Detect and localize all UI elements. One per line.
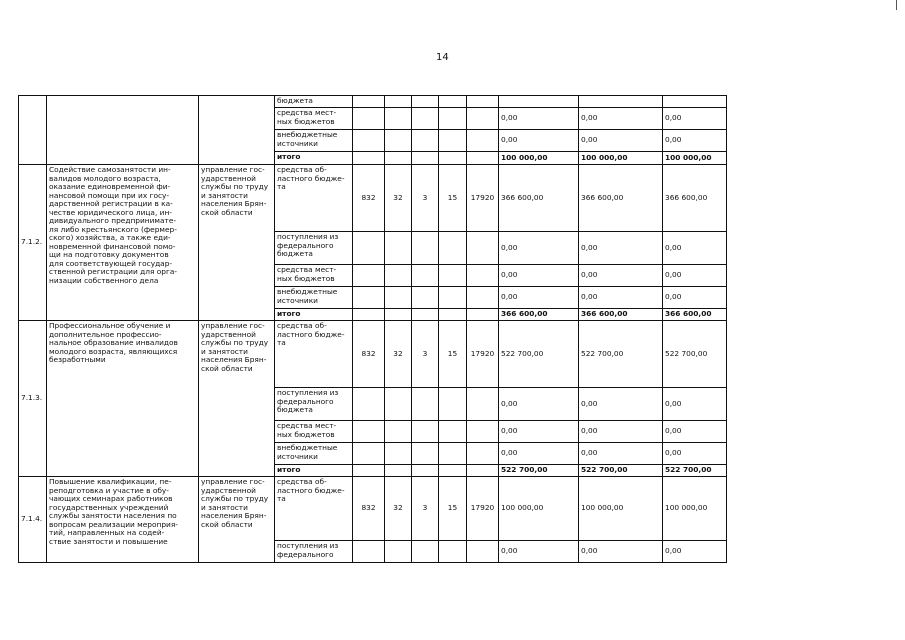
budget-code-cell: [385, 265, 412, 287]
amount-cell: 100 000,00: [663, 477, 727, 541]
source-of-funds-cell: средства мест- ных бюджетов: [275, 265, 353, 287]
budget-code-cell: [439, 287, 467, 309]
budget-code-cell: [353, 152, 385, 165]
budget-code-cell: [385, 96, 412, 108]
budget-code-cell: 32: [385, 165, 412, 232]
budget-code-cell: [439, 108, 467, 130]
amount-cell: 522 700,00: [499, 465, 579, 477]
amount-cell: 522 700,00: [499, 321, 579, 388]
budget-code-cell: [353, 265, 385, 287]
measure-index-cell: 7.1.3.: [19, 321, 47, 477]
budget-code-cell: 17920: [467, 321, 499, 388]
amount-cell: 366 600,00: [579, 165, 663, 232]
budget-code-cell: [412, 108, 439, 130]
amount-cell: 0,00: [499, 265, 579, 287]
amount-cell: 0,00: [579, 130, 663, 152]
amount-cell: 100 000,00: [499, 152, 579, 165]
budget-code-cell: [385, 465, 412, 477]
table-row: [19, 165, 727, 232]
amount-cell: 100 000,00: [499, 477, 579, 541]
amount-cell: 100 000,00: [663, 152, 727, 165]
budget-code-cell: [353, 388, 385, 421]
amount-cell: 0,00: [579, 232, 663, 265]
budget-code-cell: [412, 309, 439, 321]
budget-code-cell: [412, 96, 439, 108]
budget-table: [18, 95, 727, 563]
amount-cell: 100 000,00: [579, 152, 663, 165]
amount-cell: 366 600,00: [499, 309, 579, 321]
amount-cell: 0,00: [579, 388, 663, 421]
source-of-funds-cell: бюджета: [275, 96, 353, 108]
budget-code-cell: [353, 232, 385, 265]
measure-description-cell: Профессиональное обучение и дополнительное профессио- нальное образование инвалидов молодого возраста, являющихся безработными: [47, 321, 199, 477]
budget-code-cell: [439, 443, 467, 465]
budget-code-cell: [467, 265, 499, 287]
budget-code-cell: 15: [439, 321, 467, 388]
budget-code-cell: [439, 541, 467, 563]
budget-code-cell: 832: [353, 477, 385, 541]
budget-code-cell: [439, 421, 467, 443]
budget-code-cell: [467, 443, 499, 465]
amount-cell: 522 700,00: [663, 465, 727, 477]
budget-code-cell: [412, 421, 439, 443]
amount-cell: 0,00: [663, 388, 727, 421]
budget-code-cell: [439, 388, 467, 421]
budget-code-cell: 832: [353, 165, 385, 232]
measure-index-cell: 7.1.4.: [19, 477, 47, 563]
budget-code-cell: [467, 96, 499, 108]
budget-code-cell: [353, 465, 385, 477]
amount-cell: 0,00: [579, 443, 663, 465]
budget-code-cell: [385, 130, 412, 152]
source-of-funds-cell: поступления из федерального бюджета: [275, 232, 353, 265]
budget-code-cell: [467, 232, 499, 265]
source-of-funds-cell: поступления из федерального бюджета: [275, 388, 353, 421]
table-row: [19, 321, 727, 388]
scan-edge-mark: [896, 0, 897, 10]
budget-code-cell: [353, 96, 385, 108]
amount-cell: 0,00: [663, 265, 727, 287]
source-of-funds-cell: внебюджетные источники: [275, 287, 353, 309]
budget-code-cell: [439, 96, 467, 108]
source-of-funds-cell: средства об- ластного бюдже- та: [275, 165, 353, 232]
budget-table-body: [19, 96, 727, 563]
budget-code-cell: [439, 232, 467, 265]
amount-cell: 0,00: [499, 388, 579, 421]
budget-code-cell: 32: [385, 477, 412, 541]
budget-code-cell: [385, 309, 412, 321]
amount-cell: 0,00: [499, 130, 579, 152]
budget-code-cell: [353, 287, 385, 309]
amount-cell: 0,00: [499, 541, 579, 563]
budget-code-cell: [467, 541, 499, 563]
amount-cell: 0,00: [579, 421, 663, 443]
amount-cell: 0,00: [579, 265, 663, 287]
amount-cell: 0,00: [579, 287, 663, 309]
amount-cell: 522 700,00: [663, 321, 727, 388]
source-of-funds-cell: средства об- ластного бюдже- та: [275, 321, 353, 388]
budget-code-cell: [467, 108, 499, 130]
amount-cell: 0,00: [499, 287, 579, 309]
budget-code-cell: [412, 130, 439, 152]
amount-cell: 0,00: [579, 108, 663, 130]
amount-cell: 0,00: [663, 232, 727, 265]
source-of-funds-cell: средства об- ластного бюдже- та: [275, 477, 353, 541]
budget-code-cell: [385, 421, 412, 443]
budget-code-cell: [385, 541, 412, 563]
amount-cell: 0,00: [499, 443, 579, 465]
budget-code-cell: [467, 388, 499, 421]
budget-code-cell: 15: [439, 165, 467, 232]
measure-description-cell: Повышение квалификации, пе- реподготовка и участие в обу- чающих семинарах работников государственных учреждений службы занятости населения по вопросам реализации мероприя- тий, направленных на содей- ствие занятости и повышение: [47, 477, 199, 563]
amount-cell: 366 600,00: [579, 309, 663, 321]
budget-code-cell: [353, 309, 385, 321]
amount-cell: 0,00: [663, 287, 727, 309]
source-of-funds-cell: поступления из федерального: [275, 541, 353, 563]
budget-code-cell: [412, 465, 439, 477]
measure-index-cell: 7.1.2.: [19, 165, 47, 321]
table-row: [19, 96, 727, 108]
budget-code-cell: [385, 443, 412, 465]
budget-code-cell: [467, 152, 499, 165]
budget-code-cell: 3: [412, 165, 439, 232]
description-cell: [47, 96, 199, 165]
amount-cell: 0,00: [499, 421, 579, 443]
budget-code-cell: [353, 421, 385, 443]
budget-code-cell: [467, 130, 499, 152]
budget-code-cell: 3: [412, 321, 439, 388]
budget-code-cell: [439, 465, 467, 477]
budget-code-cell: [467, 309, 499, 321]
amount-cell: 366 600,00: [663, 309, 727, 321]
budget-code-cell: [439, 130, 467, 152]
budget-code-cell: [385, 287, 412, 309]
budget-code-cell: [353, 541, 385, 563]
budget-code-cell: [385, 152, 412, 165]
budget-code-cell: [412, 541, 439, 563]
amount-cell: [499, 96, 579, 108]
budget-code-cell: 832: [353, 321, 385, 388]
executor-cell: [199, 96, 275, 165]
budget-code-cell: [353, 130, 385, 152]
source-of-funds-cell: итого: [275, 309, 353, 321]
amount-cell: 0,00: [663, 541, 727, 563]
budget-code-cell: [385, 232, 412, 265]
measure-executor-cell: управление гос- ударственной службы по труду и занятости населения Брян- ской области: [199, 477, 275, 563]
amount-cell: 366 600,00: [663, 165, 727, 232]
amount-cell: 0,00: [663, 130, 727, 152]
amount-cell: 522 700,00: [579, 465, 663, 477]
measure-executor-cell: управление гос- ударственной службы по труду и занятости населения Брян- ской области: [199, 321, 275, 477]
budget-code-cell: [412, 388, 439, 421]
budget-code-cell: [412, 232, 439, 265]
source-of-funds-cell: внебюджетные источники: [275, 130, 353, 152]
budget-code-cell: [467, 421, 499, 443]
source-of-funds-cell: итого: [275, 152, 353, 165]
index-cell: [19, 96, 47, 165]
amount-cell: 0,00: [499, 232, 579, 265]
budget-code-cell: [412, 443, 439, 465]
budget-code-cell: 17920: [467, 165, 499, 232]
amount-cell: 522 700,00: [579, 321, 663, 388]
amount-cell: 100 000,00: [579, 477, 663, 541]
amount-cell: 366 600,00: [499, 165, 579, 232]
amount-cell: 0,00: [499, 108, 579, 130]
budget-code-cell: 15: [439, 477, 467, 541]
budget-code-cell: [385, 388, 412, 421]
budget-code-cell: [412, 152, 439, 165]
source-of-funds-cell: внебюджетные источники: [275, 443, 353, 465]
amount-cell: 0,00: [663, 108, 727, 130]
amount-cell: [579, 96, 663, 108]
source-of-funds-cell: итого: [275, 465, 353, 477]
measure-description-cell: Содействие самозанятости ин- валидов молодого возраста, оказание единовременной фи- нансовой помощи при их госу- дарственной регистрации в ка- честве юридического лица, ин- дивидуального предпринимате- ля либо крестьянского (фермер- ского) хозяйства, а также еди- новременной финансовой помо- щи на подготовку документов для соответствующей государ- ственной регистрации для орга- низации собственного дела: [47, 165, 199, 321]
budget-code-cell: [353, 108, 385, 130]
source-of-funds-cell: средства мест- ных бюджетов: [275, 108, 353, 130]
budget-code-cell: [353, 443, 385, 465]
budget-code-cell: 3: [412, 477, 439, 541]
budget-code-cell: [439, 152, 467, 165]
budget-code-cell: 32: [385, 321, 412, 388]
budget-code-cell: 17920: [467, 477, 499, 541]
budget-code-cell: [439, 309, 467, 321]
budget-code-cell: [467, 465, 499, 477]
page-number: 14: [436, 52, 449, 63]
source-of-funds-cell: средства мест- ных бюджетов: [275, 421, 353, 443]
measure-executor-cell: управление гос- ударственной службы по труду и занятости населения Брян- ской области: [199, 165, 275, 321]
amount-cell: [663, 96, 727, 108]
budget-code-cell: [412, 265, 439, 287]
budget-code-cell: [412, 287, 439, 309]
budget-code-cell: [439, 265, 467, 287]
amount-cell: 0,00: [663, 421, 727, 443]
amount-cell: 0,00: [579, 541, 663, 563]
table-row: [19, 477, 727, 541]
budget-code-cell: [385, 108, 412, 130]
budget-code-cell: [467, 287, 499, 309]
amount-cell: 0,00: [663, 443, 727, 465]
